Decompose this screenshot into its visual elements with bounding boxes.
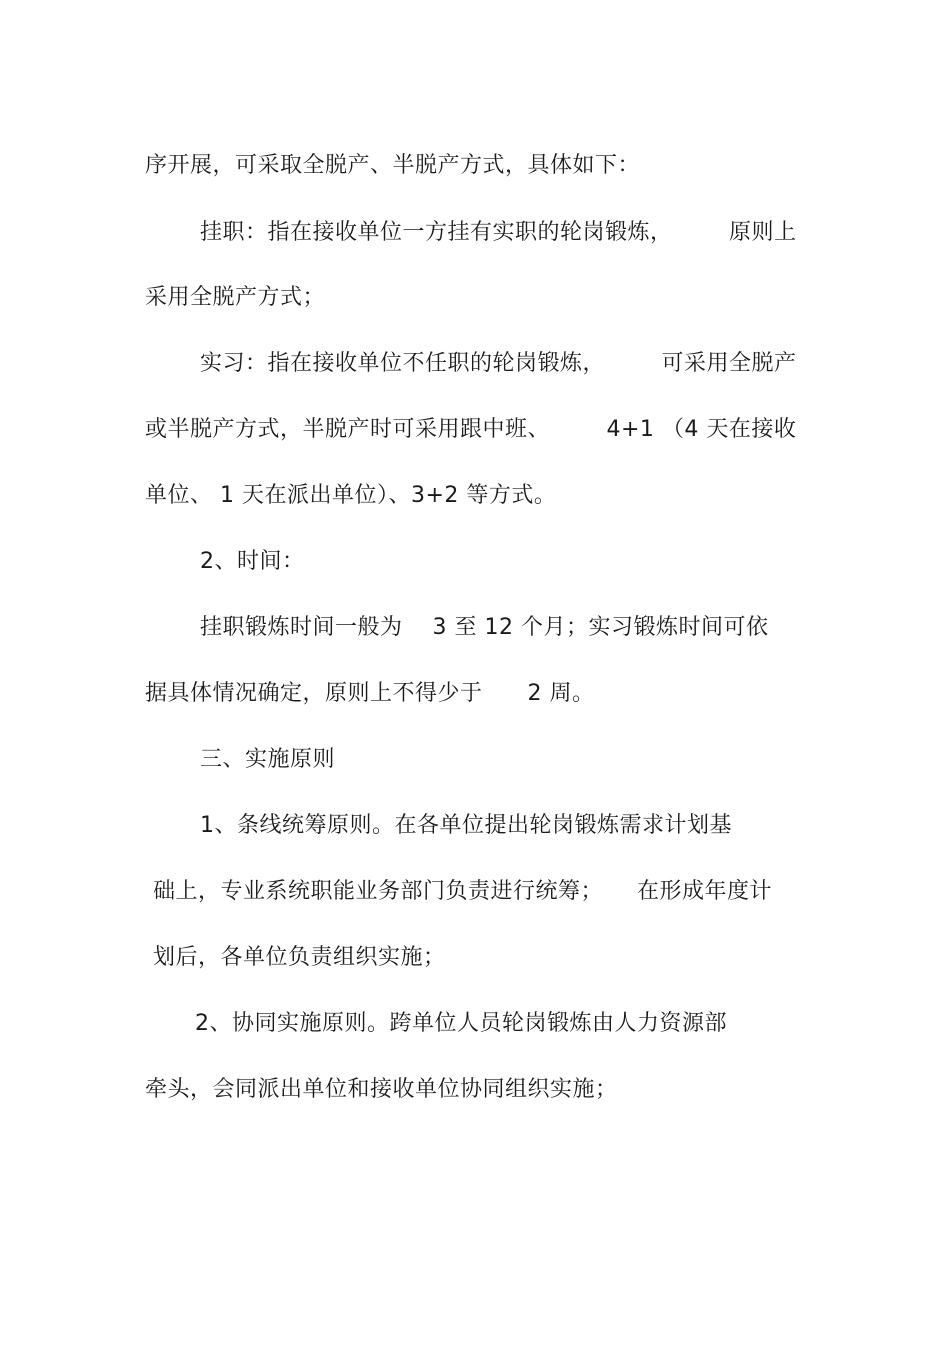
section-heading-time: 2、时间： (200, 549, 305, 574)
text-line-1: 序开展，可采取全脱产、半脱产方式，具体如下： (145, 153, 641, 178)
text-line-13: 划后，各单位负责组织实施； (153, 945, 446, 970)
text-line-3: 采用全脱产方式； (145, 285, 326, 310)
text-line-11: 1、条线统筹原则。在各单位提出轮岗锻炼需求计划基 (200, 813, 732, 838)
text-line-6: 单位、 1 天在派出单位）、3+2 等方式。 (145, 483, 557, 508)
text-line-9: 据具体情况确定，原则上不得少于 2 周。 (145, 681, 595, 706)
text-line-14: 2、协同实施原则。跨单位人员轮岗锻炼由人力资源部 (195, 1011, 727, 1036)
text-line-15: 牵头，会同派出单位和接收单位协同组织实施； (145, 1077, 618, 1102)
text-line-8: 挂职锻炼时间一般为 3 至 12 个月；实习锻炼时间可依 (200, 615, 769, 640)
text-line-4: 实习：指在接收单位不任职的轮岗锻炼， 可采用全脱产 (200, 351, 797, 376)
text-line-5: 或半脱产方式，半脱产时可采用跟中班、 4+1 （4 天在接收 (145, 417, 797, 442)
section-heading-principles: 三、实施原则 (200, 747, 336, 772)
text-line-2: 挂职：指在接收单位一方挂有实职的轮岗锻炼， 原则上 (200, 220, 797, 245)
text-line-12: 础上，专业系统职能业务部门负责进行统筹； 在形成年度计 (153, 879, 773, 904)
